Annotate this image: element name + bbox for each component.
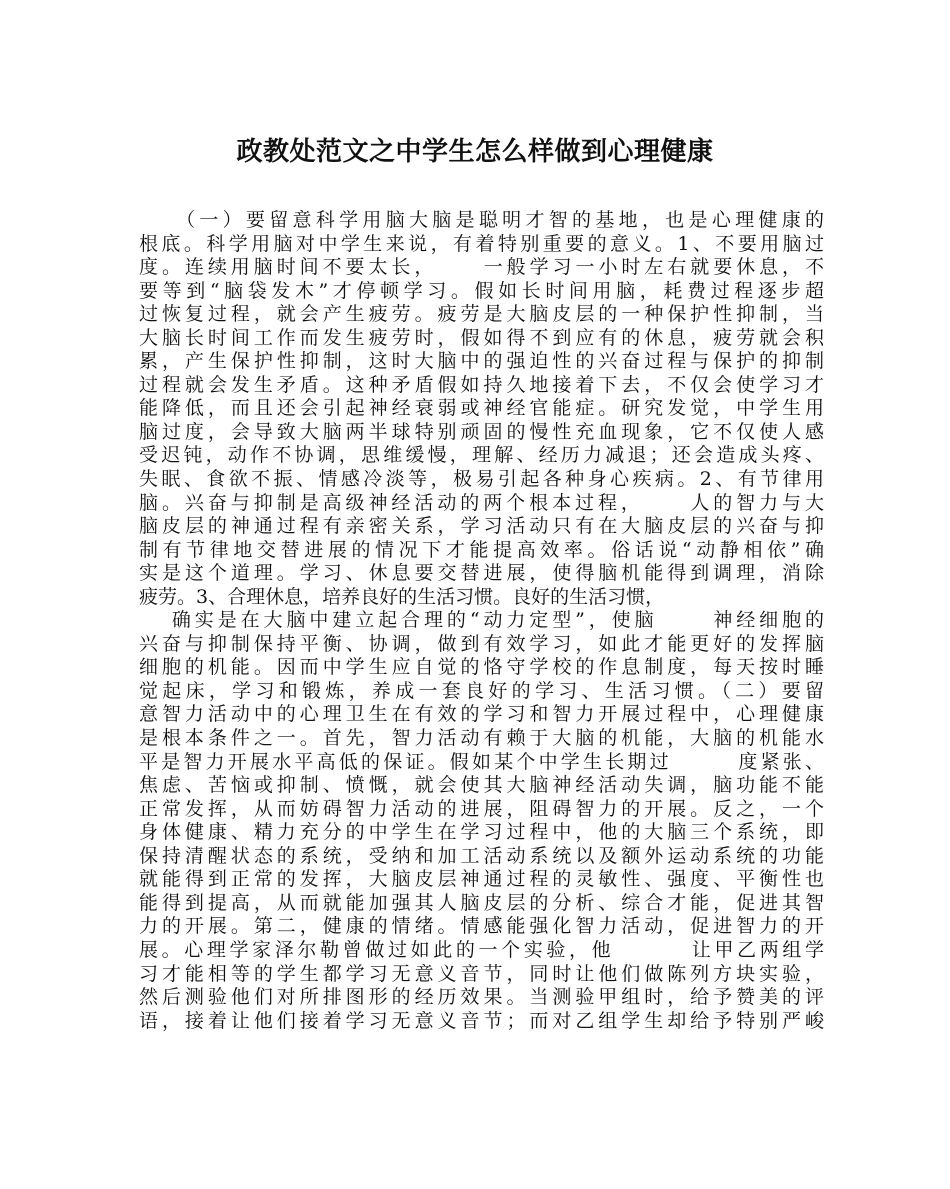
text-line: 脑过度，会导致大脑两半球特别顽固的慢性充血现象，它不仅使人感 (139, 420, 824, 443)
text-line: 兴奋与抑制保持平衡、协调，做到有效学习，如此才能更好的发挥脑 (139, 632, 824, 655)
text-line: 疲劳。3、合理休息，培养良好的生活习惯。良好的生活习惯， (139, 585, 665, 608)
text-line: 脑。兴奋与抑制是高级神经活动的两个根本过程， 人的智力与大 (139, 491, 824, 514)
text-line: （一）要留意科学用脑大脑是聪明才智的基地，也是心理健康的 (139, 209, 824, 231)
text-line: 意智力活动中的心理卫生在有效的学习和智力开展过程中，心理健康 (139, 703, 824, 726)
text-line: 细胞的机能。因而中学生应自觉的恪守学校的作息制度，每天按时睡 (139, 656, 824, 679)
text-line: 过程就会发生矛盾。这种矛盾假如持久地接着下去，不仅会使学习才 (139, 373, 824, 396)
text-line: 能得到提高，从而就能加强其人脑皮层的分析、综合才能，促进其智 (139, 891, 824, 914)
text-line: 是根本条件之一。首先，智力活动有赖于大脑的机能，大脑的机能水 (139, 727, 824, 750)
text-line: 语，接着让他们接着学习无意义音节；而对乙组学生却给予特别严峻 (139, 1009, 824, 1032)
document-title: 政教处范文之中学生怎么样做到心理健康 (236, 137, 714, 167)
text-line: 脑皮层的神通过程有亲密关系，学习活动只有在大脑皮层的兴奋与抑 (139, 515, 824, 538)
text-line: 展。心理学家泽尔勒曾做过如此的一个实验，他 让甲乙两组学 (139, 938, 824, 961)
text-line: 焦虑、苦恼或抑制、愤慨，就会使其大脑神经活动失调，脑功能不能 (139, 774, 824, 797)
text-line: 能降低，而且还会引起神经衰弱或神经官能症。研究发觉，中学生用 (139, 397, 824, 420)
text-line: 制有节律地交替进展的情况下才能提高效率。俗话说“动静相依”确 (139, 538, 824, 561)
text-line: 累，产生保护性抑制，这时大脑中的强迫性的兴奋过程与保护的抑制 (139, 350, 824, 373)
text-line: 正常发挥，从而妨碍智力活动的进展，阻碍智力的开展。反之，一个 (139, 797, 824, 820)
text-line: 失眠、食欲不振、情感冷淡等，极易引起各种身心疾病。2、有节律用 (139, 468, 824, 491)
text-line: 实是这个道理。学习、休息要交替进展，使得脑机能得到调理，消除 (139, 562, 824, 585)
document-body (139, 209, 824, 1033)
text-line: 大脑长时间工作而发生疲劳时，假如得不到应有的休息，疲劳就会积 (139, 326, 824, 349)
text-line: 平是智力开展水平高低的保证。假如某个中学生长期过 度紧张、 (139, 750, 824, 773)
text-line: 过恢复过程，就会产生疲劳。疲劳是大脑皮层的一种保护性抑制，当 (139, 303, 824, 326)
text-line: 度。连续用脑时间不要太长， 一般学习一小时左右就要休息，不 (139, 256, 824, 279)
text-line: 根底。科学用脑对中学生来说，有着特别重要的意义。1、不要用脑过 (139, 232, 824, 255)
text-line: 觉起床，学习和锻炼，养成一套良好的学习、生活习惯。（二）要留 (139, 679, 824, 702)
text-line: 要等到“脑袋发木”才停顿学习。假如长时间用脑，耗费过程逐步超 (139, 279, 824, 302)
text-line: 身体健康、精力充分的中学生在学习过程中，他的大脑三个系统，即 (139, 821, 824, 844)
text-line: 受迟钝，动作不协调，思维缓慢，理解、经历力减退；还会造成头疼、 (139, 444, 824, 467)
text-line: 确实是在大脑中建立起合理的“动力定型”，使脑 神经细胞的 (139, 609, 824, 632)
text-line: 保持清醒状态的系统，受纳和加工活动系统以及额外运动系统的功能 (139, 844, 824, 867)
text-line: 力的开展。第二，健康的情绪。情感能强化智力活动，促进智力的开 (139, 915, 824, 938)
text-line: 习才能相等的学生都学习无意义音节，同时让他们做陈列方块实验， (139, 962, 824, 985)
text-line: 然后测验他们对所排图形的经历效果。当测验甲组时，给予赞美的评 (139, 986, 824, 1009)
text-line: 就能得到正常的发挥，大脑皮层神通过程的灵敏性、强度、平衡性也 (139, 868, 824, 891)
